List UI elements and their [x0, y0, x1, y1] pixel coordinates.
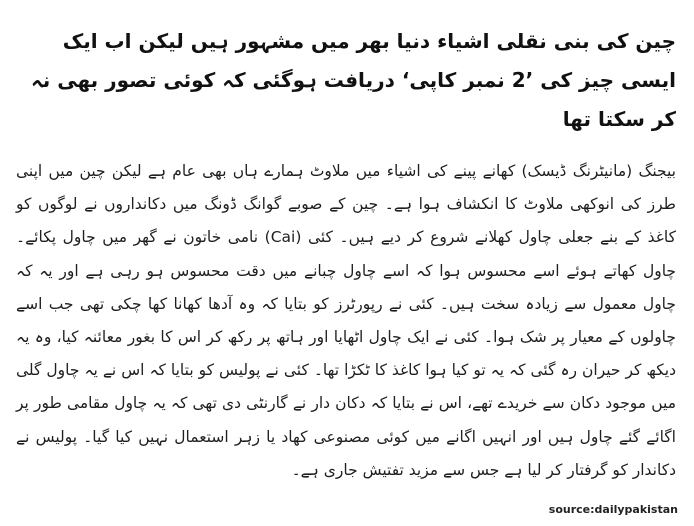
- source-credit: source:dailypakistan: [548, 503, 678, 516]
- news-article: [16, 22, 678, 526]
- article-headline: چین کی بنی نقلی اشیاء دنیا بھر میں مشہور ہیں لیکن اب ایک ایسی چیز کی ’2 نمبر کاپی‘ دریافت ہوگئی کہ کوئی تصور بھی نہ کر سکتا تھا: [31, 29, 676, 131]
- article-body: بیجنگ (مانیٹرنگ ڈیسک) کھانے پینے کی اشیاء میں ملاوٹ ہمارے ہاں بھی عام ہے لیکن چین میں اپنی طرز کی انوکھی ملاوٹ کا انکشاف ہوا ہے۔ چین کے صوبے گوانگ ڈونگ میں دکانداروں نے لوگوں کو کاغذ کے بنے جعلی چاول کھلانے شروع کر دیے ہیں۔ کئی (Cai) نامی خاتون نے گھر میں چاول پکائے۔ چاول کھاتے ہوئے اسے محسوس ہوا کہ اسے چاول چبانے میں دقت محسوس ہو رہی ہے اور یہ کہ چاول معمول سے زیادہ سخت ہیں۔ کئی نے رپورٹرز کو بتایا کہ وہ آدھا کھانا کھا چکی تھی جب اسے چاولوں کے معیار پر شک ہوا۔ کئی نے ایک چاول اٹھایا اور ہاتھ پر رکھ کر اس کا بغور معائنہ کیا، وہ یہ دیکھ کر حیران رہ گئی کہ یہ تو کیا ہوا کاغذ کا ٹکڑا تھا۔ کئی نے پولیس کو بتایا کہ اس نے یہ چاول گلی میں موجود دکان سے خریدے تھے، اس نے بتایا کہ دکان دار نے گارنٹی دی تھی کہ یہ چاول مقامی طور پر اگائے گئے چاول ہیں اور انہیں اگانے میں کوئی مصنوعی کھاد یا زہر استعمال نہیں کیا گیا۔ پولیس نے دکاندار کو گرفتار کر لیا ہے جس سے مزید تفتیش جاری ہے۔: [16, 162, 676, 479]
